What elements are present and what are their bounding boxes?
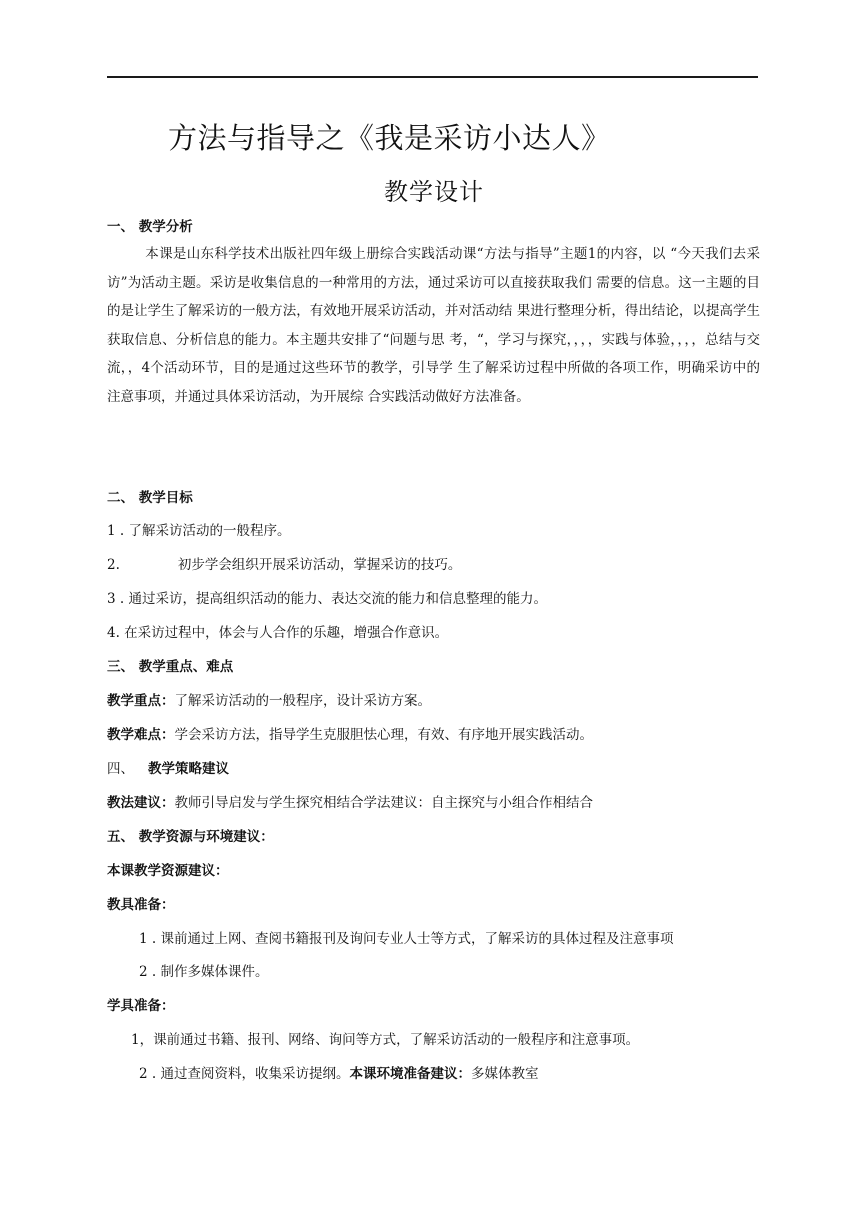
section-5-heading: 五、 教学资源与环境建议： (107, 829, 274, 845)
section-3-heading: 三、 教学重点、难点 (107, 659, 234, 675)
student-prep-item-1: 1，课前通过书籍、报刊、网络、询问等方式，了解采访活动的一般程序和注意事项。 (131, 1032, 640, 1048)
difficulty-label: 教学难点： (107, 727, 175, 743)
goal-item-1: 1 . 了解采访活动的一般程序。 (107, 523, 291, 539)
goal-item-4: 4. 在采访过程中，体会与人合作的乐趣，增强合作意识。 (107, 625, 449, 641)
environment-text: 多媒体教室 (470, 1066, 539, 1082)
resource-label: 本课教学资源建议： (107, 863, 229, 879)
document-title: 方法与指导之《我是采访小达人》 (168, 121, 611, 155)
difficulty-text: 学会采访方法，指导学生克服胆怯心理，有效、有序地开展实践活动。 (174, 727, 593, 743)
section-4-heading (107, 757, 229, 777)
teacher-prep-label: 教具准备： (107, 897, 175, 913)
environment-label: 本课环境准备建议： (349, 1066, 471, 1082)
section-4-title: 教学策略建议 (148, 761, 229, 777)
goal-item-2-number: 2. (107, 557, 120, 573)
method-text: 教师引导启发与学生探究相结合学法建议：自主探究与小组合作相结合 (174, 795, 593, 811)
key-point-label: 教学重点： (107, 693, 175, 709)
section-4-number: 四、 (107, 761, 134, 777)
goal-item-2-text: 初步学会组织开展采访活动，掌握采访的技巧。 (177, 557, 462, 573)
header-rule (107, 76, 758, 78)
section-1-paragraph-text: 本课是山东科学技术出版社四年级上册综合实践活动课“方法与指导”主题1的内容，以 “今天我们去采访”为活动主题。采访是收集信息的一种常用的方法，通过采访可以直接获取我们 需要的信息。这一主题的目的是让学生了解采访的一般方法，有效地开展采访活动，并对活动结 果进行整理分析，得出结论，以提高学生获取信息、分析信息的能力。本主题共安排了“问题与思 考，“，学习与探究，，，，实践与体验，，，，总结与交流，，4个活动环节，目的是通过这些环节的教学，引导学 生了解采访过程中所做的各项工作，明确采访中的注意事项，并通过具体采访活动，为开展综 合实践活动做好方法准备。 (107, 246, 760, 405)
key-point-line (107, 689, 431, 709)
teacher-prep-item-2: 2 . 制作多媒体课件。 (139, 964, 269, 980)
goal-item-2 (107, 553, 461, 573)
method-label: 教法建议： (107, 795, 175, 811)
section-1-paragraph (107, 240, 760, 411)
section-1-heading: 一、 教学分析 (107, 219, 193, 235)
goal-item-3: 3 . 通过采访，提高组织活动的能力、表达交流的能力和信息整理的能力。 (107, 591, 547, 607)
student-prep-label: 学具准备： (107, 998, 175, 1014)
method-line (107, 791, 593, 811)
student-prep-item-2 (139, 1062, 538, 1082)
section-2-heading: 二、 教学目标 (107, 490, 193, 506)
key-point-text: 了解采访活动的一般程序，设计采访方案。 (174, 693, 431, 709)
document-subtitle: 教学设计 (384, 178, 484, 206)
difficulty-line (107, 723, 593, 743)
teacher-prep-item-1: 1 . 课前通过上网、查阅书籍报刊及询问专业人士等方式，了解采访的具体过程及注意事项 (139, 931, 674, 947)
student-prep-item-2-text: 2 . 通过查阅资料，收集采访提纲。 (139, 1066, 350, 1082)
